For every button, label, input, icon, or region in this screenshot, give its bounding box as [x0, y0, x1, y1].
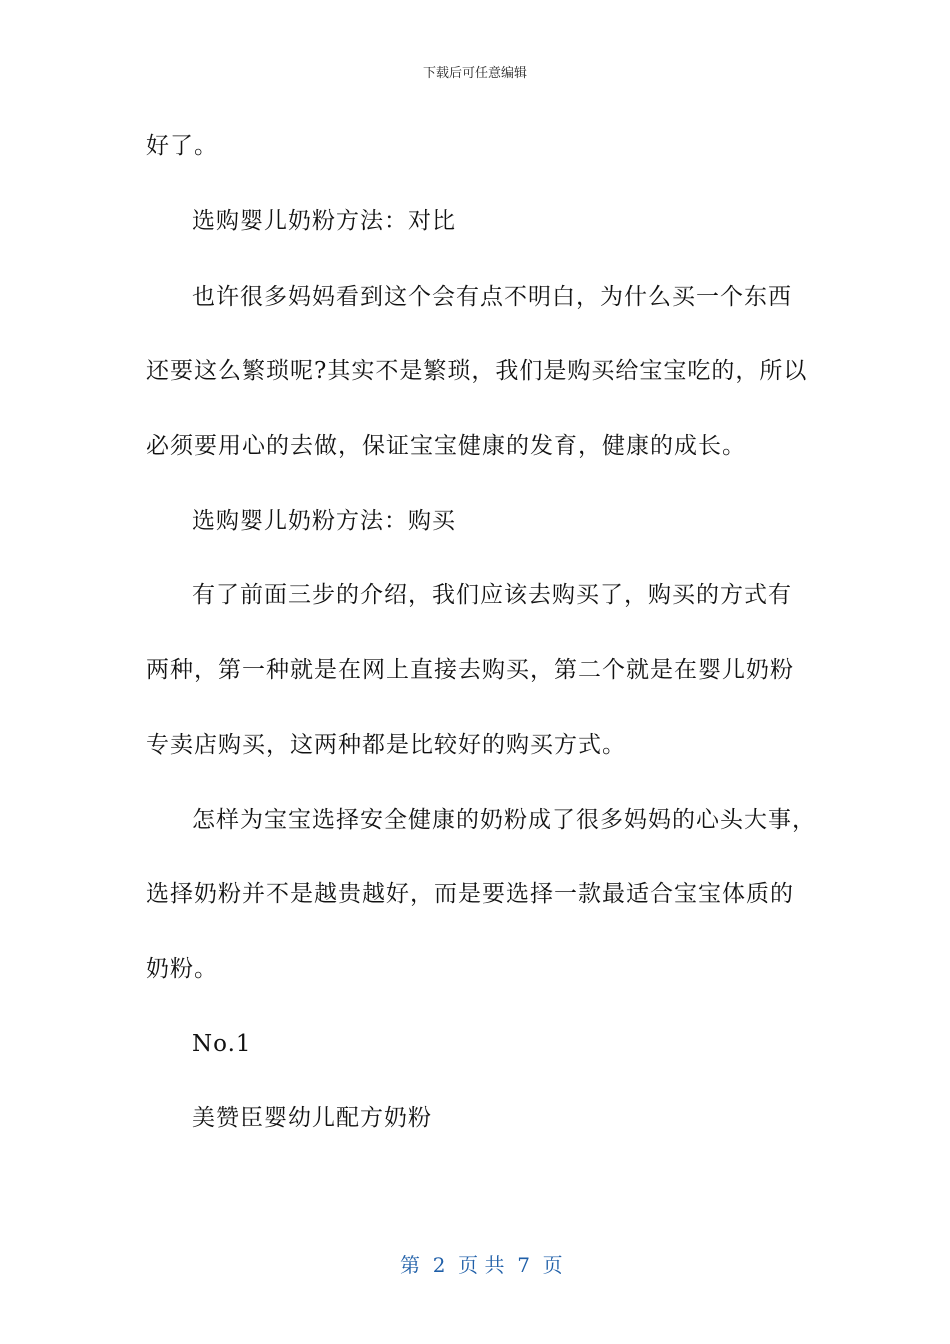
- paragraph-line: 有了前面三步的介绍，我们应该去购买了，购买的方式有: [192, 582, 792, 608]
- paragraph-line: 两种，第一种就是在网上直接去购买，第二个就是在婴儿奶粉: [146, 657, 794, 683]
- paragraph-line: 奶粉。: [146, 956, 218, 982]
- header-note: 下载后可任意编辑: [422, 66, 527, 81]
- paragraph-line: 也许很多妈妈看到这个会有点不明白，为什么买一个东西: [192, 284, 792, 310]
- section-heading: 选购婴儿奶粉方法：对比: [192, 208, 456, 234]
- paragraph-line: 怎样为宝宝选择安全健康的奶粉成了很多妈妈的心头大事，: [192, 807, 816, 833]
- product-title: 美赞臣婴幼儿配方奶粉: [192, 1105, 432, 1131]
- paragraph-line: 必须要用心的去做，保证宝宝健康的发育，健康的成长。: [146, 433, 746, 459]
- page-number-label: 第 2 页 共 7 页: [400, 1253, 563, 1277]
- section-heading: 选购婴儿奶粉方法：购买: [192, 508, 456, 534]
- item-number: No.1: [192, 1031, 252, 1057]
- page-footer: [0, 1226, 950, 1278]
- paragraph-line: 好了。: [146, 133, 218, 159]
- paragraph-line: 专卖店购买，这两种都是比较好的购买方式。: [146, 732, 626, 758]
- paragraph-line: 还要这么繁琐呢?其实不是繁琐，我们是购买给宝宝吃的，所以: [146, 358, 808, 384]
- paragraph-line: 选择奶粉并不是越贵越好，而是要选择一款最适合宝宝体质的: [146, 881, 794, 907]
